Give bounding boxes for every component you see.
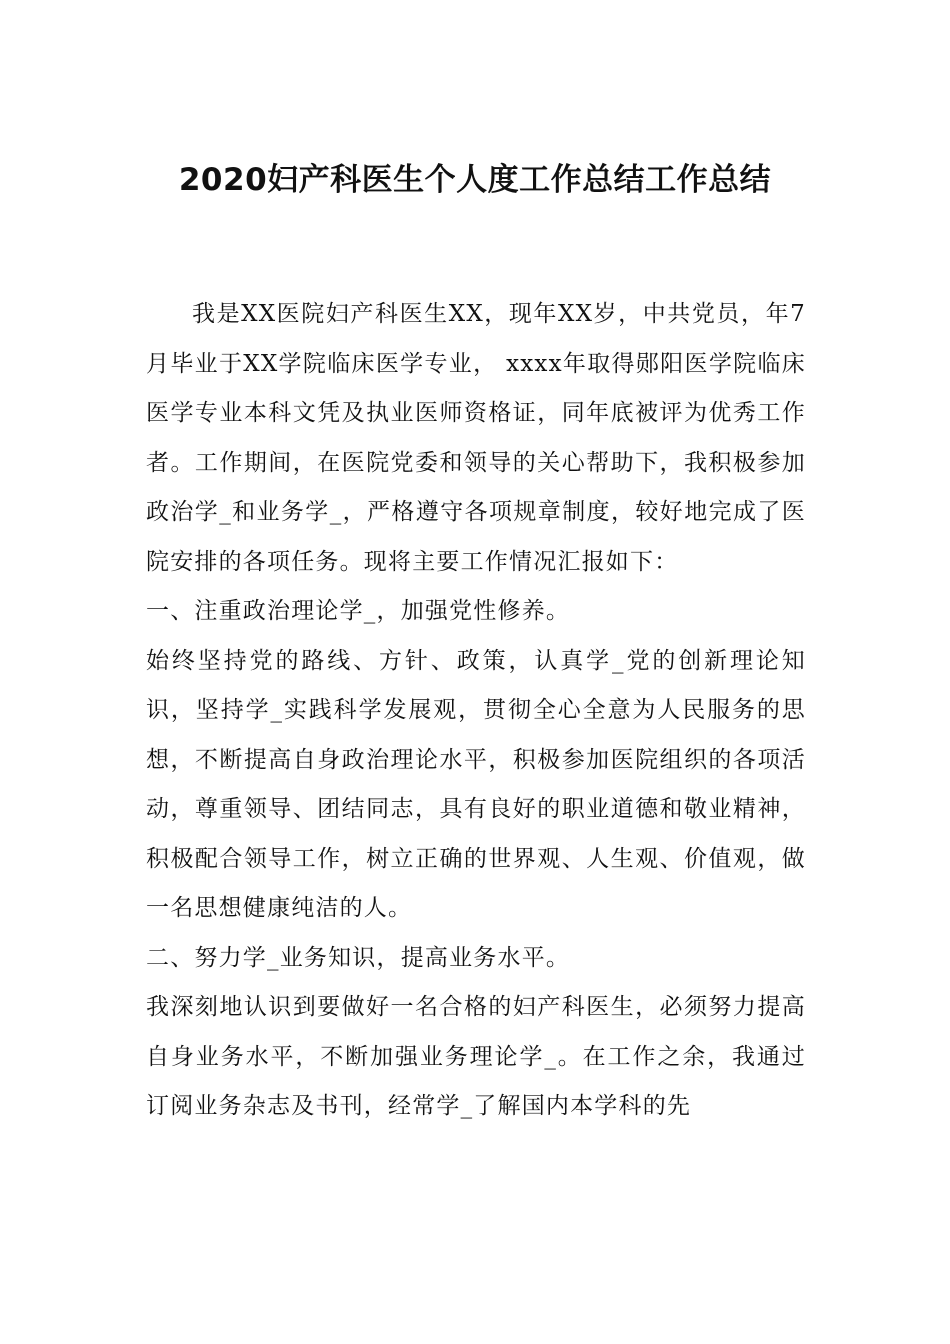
- intro-paragraph: 我是XX医院妇产科医生XX，现年XX岁，中共党员，年7月毕业于XX学院临床医学专业， xxxx年取得郧阳医学院临床医学专业本科文凭及执业医师资格证，同年底被评为优秀工作者。工作期间，在医院党委和领导的关心帮助下，我积极参加政治学_和业务学_，严格遵守各项规章制度，较好地完成了医院安排的各项任务。现将主要工作情况汇报如下：: [146, 301, 806, 575]
- document-title: 2020妇产科医生个人度工作总结工作总结: [178, 162, 772, 198]
- section-heading-2: 二、努力学_业务知识，提高业务水平。: [146, 944, 571, 971]
- section-2-paragraph: 我深刻地认识到要做好一名合格的妇产科医生，必须努力提高自身业务水平，不断加强业务理论学_。在工作之余，我通过订阅业务杂志及书刊，经常学_了解国内本学科的先: [146, 994, 806, 1119]
- document-body: [146, 290, 806, 1132]
- section-heading-1: 一、注重政治理论学_，加强党性修养。: [146, 598, 571, 624]
- section-1-paragraph: 始终坚持党的路线、方针、政策，认真学_党的创新理论知识，坚持学_实践科学发展观，贯彻全心全意为人民服务的思想，不断提高自身政治理论水平，积极参加医院组织的各项活动，尊重领导、团结同志，具有良好的职业道德和敬业精神，积极配合领导工作，树立正确的世界观、人生观、价值观，做一名思想健康纯洁的人。: [146, 647, 806, 921]
